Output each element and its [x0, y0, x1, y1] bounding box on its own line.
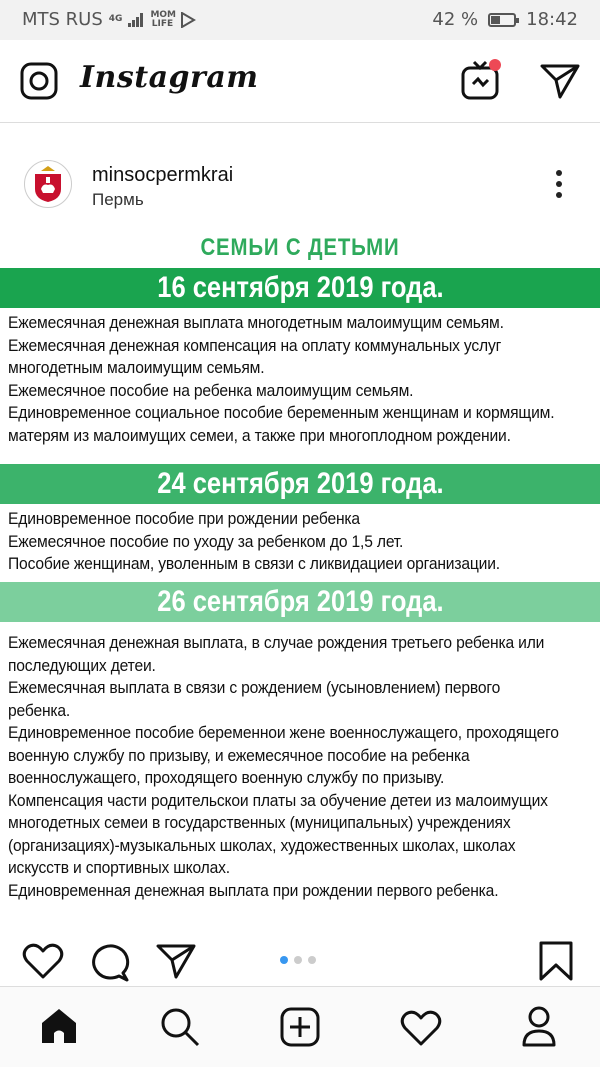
carrier-name: MTS RUS: [22, 9, 103, 30]
section-2-line: Ежемесячное пособие по уходу за ребенком до 1,5 лет.: [8, 531, 404, 551]
home-icon[interactable]: [40, 1007, 78, 1045]
section-text-3: [8, 632, 598, 902]
section-3-line: Компенсация части родительскои платы за обучение детеи из малоимущих: [8, 790, 548, 810]
section-3-line: Ежемесячная денежная выплата, в случае рождения третьего ребенка или: [8, 633, 545, 652]
battery-icon: [488, 13, 516, 27]
post-image[interactable]: [0, 230, 600, 930]
section-date-1: 16 сентября 2019 года.: [156, 271, 444, 304]
section-date-band-2: [0, 464, 600, 504]
bottom-navigation: [0, 986, 600, 1067]
section-3-line: военную службу по призыву, и ежемесячное пособие на ребенка: [8, 745, 470, 765]
bookmark-icon[interactable]: [538, 940, 574, 982]
carousel-dot: [280, 956, 288, 964]
search-icon[interactable]: [160, 1007, 200, 1047]
camera-icon[interactable]: [20, 62, 58, 100]
activity-icon[interactable]: [400, 1009, 442, 1047]
section-date-2: 24 сентября 2019 года.: [156, 467, 444, 500]
status-bar: [0, 0, 600, 40]
section-1-line: Ежемесячное пособие на ребенка малоимущим семьям.: [8, 380, 414, 400]
profile-icon[interactable]: [521, 1005, 557, 1049]
clock: 18:42: [526, 9, 578, 30]
section-3-line: Ежемесячная выплата в связи с рождением (усыновлением) первого: [8, 678, 501, 697]
section-date-band-1: [0, 268, 600, 308]
notification-dot: [489, 59, 501, 71]
share-icon[interactable]: [156, 942, 196, 980]
section-1-line: Ежемесячная денежная выплата многодетным малоимущим семьям.: [8, 313, 504, 332]
carousel-dot: [294, 956, 302, 964]
battery-level: [491, 16, 500, 24]
section-3-line: (организациях)-музыкальных школах, художественных школах, школах: [8, 835, 516, 855]
section-2-line: Пособие женщинам, уволенным в связи с ликвидациеи организации.: [8, 554, 500, 573]
section-1-line: многодетным малоимущим семьям.: [8, 358, 265, 377]
section-1-line: матерям из малоимущих семеи, а также при многоплодном рождении.: [8, 425, 511, 445]
instagram-logo: Instagram: [80, 60, 259, 95]
post-image-title: СЕМЬИ С ДЕТЬМИ: [200, 234, 400, 261]
more-options-icon[interactable]: [556, 170, 564, 203]
add-icon[interactable]: [280, 1007, 320, 1047]
section-3-line: Единовременное пособие беременнои жене военнослужащего, проходящего: [8, 723, 559, 742]
comment-icon[interactable]: [90, 942, 130, 982]
section-3-line: многодетных семеи в государственных (муниципальных) учреждениях: [8, 813, 511, 832]
signal-icon: [128, 13, 144, 27]
heart-icon[interactable]: [22, 942, 64, 980]
coat-of-arms-icon: [33, 165, 63, 203]
section-3-line: последующих детеи.: [8, 655, 156, 675]
battery-percent: 42 %: [432, 9, 479, 30]
post-actions: [0, 936, 600, 986]
section-3-line: военнослужащего, проходящего военную службу по призыву.: [8, 768, 445, 787]
section-text-1: [8, 312, 598, 447]
section-text-2: [8, 508, 598, 576]
second-sim-label: MOM LIFE: [150, 9, 177, 29]
network-type: 4G: [108, 14, 123, 24]
section-3-line: Единовременная денежная выплата при рождении первого ребенка.: [8, 880, 499, 900]
play-store-icon: [180, 12, 196, 28]
direct-icon[interactable]: [540, 62, 580, 100]
section-3-line: искусств и спортивных школах.: [8, 858, 230, 877]
carousel-dot: [308, 956, 316, 964]
igtv-icon[interactable]: [460, 58, 504, 102]
section-date-3: 26 сентября 2019 года.: [156, 585, 444, 618]
avatar[interactable]: [24, 160, 72, 208]
section-2-line: Единовременное пособие при рождении ребенка: [8, 509, 360, 528]
section-1-line: Ежемесячная денежная компенсация на оплату коммунальных услуг: [8, 335, 502, 355]
section-3-line: ребенка.: [8, 700, 71, 720]
section-1-line: Единовременное социальное пособие беременным женщинам и кормящим.: [8, 403, 555, 422]
post-header: [0, 140, 600, 230]
section-date-band-3: [0, 582, 600, 622]
app-header: [0, 40, 600, 123]
post-location[interactable]: Пермь: [92, 190, 144, 209]
post-username[interactable]: minsocpermkrai: [92, 164, 234, 186]
carousel-indicator: [280, 956, 316, 964]
